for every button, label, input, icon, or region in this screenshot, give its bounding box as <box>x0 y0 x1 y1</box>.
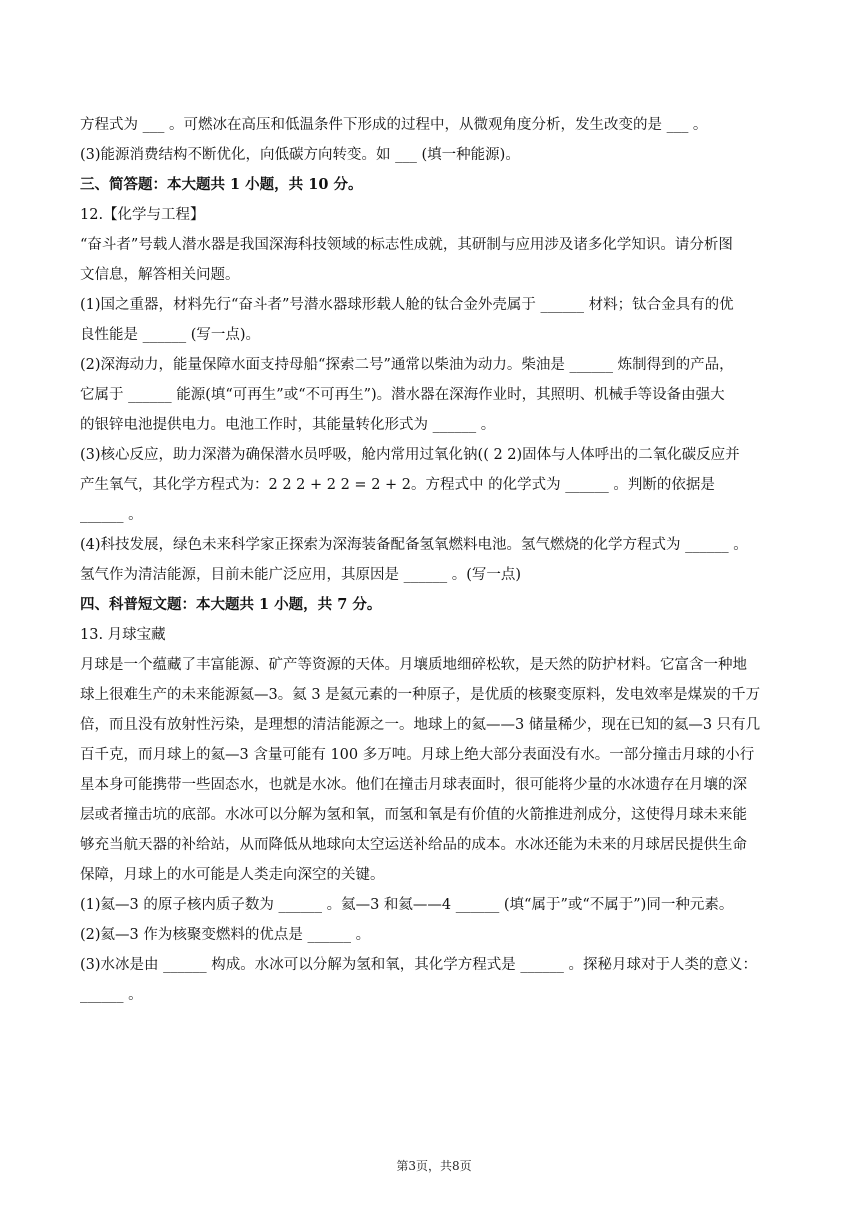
text-line: 够充当航天器的补给站，从而降低从地球向太空运送补给品的成本。水冰还能为未来的月球居民提供生命 <box>80 837 747 853</box>
text-line: (1)氦—3 的原子核内质子数为 ______ 。氦—3 和氦——4 ______ (填“属于”或“不属于”)同一种元素。 <box>80 897 734 913</box>
text-line: 层或者撞击坑的底部。水冰可以分解为氢和氧，而氢和氧是有价值的火箭推进剂成分，这使得月球未来能 <box>80 807 747 823</box>
text-line: “奋斗者”号载人潜水器是我国深海科技领域的标志性成就，其研制与应用涉及诸多化学知识。请分析图 <box>80 237 733 253</box>
text-line: ______ 。 <box>80 987 143 1003</box>
text-line: 文信息，解答相关问题。 <box>80 267 240 283</box>
text-line: 13. 月球宝藏 <box>80 627 166 643</box>
text-line: 方程式为 ___ 。可燃冰在高压和低温条件下形成的过程中，从微观角度分析，发生改变的是 ___ 。 <box>80 117 708 133</box>
text-line: 它属于 ______ 能源(填“可再生”或“不可再生”)。潜水器在深海作业时，其照明、机械手等设备由强大 <box>80 387 725 403</box>
text-line: (3)能源消费结构不断优化，向低碳方向转变。如 ___ (填一种能源)。 <box>80 147 520 163</box>
text-line: 百千克，而月球上的氦—3 含量可能有 100 多万吨。月球上绝大部分表面没有水。一部分撞击月球的小行 <box>80 747 755 763</box>
text-line: 保障，月球上的水可能是人类走向深空的关键。 <box>80 867 385 883</box>
text-line: (3)水冰是由 ______ 构成。水冰可以分解为氢和氧，其化学方程式是 ______ 。探秘月球对于人类的意义： <box>80 957 757 973</box>
text-line: 氢气作为清洁能源，目前未能广泛应用，其原因是 ______ 。(写一点) <box>80 567 522 583</box>
text-line: 球上很难生产的未来能源氦—3。氦 3 是氦元素的一种原子，是优质的核聚变原料，发电效率是煤炭的千万 <box>80 687 761 703</box>
text-line: 良性能是 ______ (写一点)。 <box>80 327 261 343</box>
text-line: 产生氧气，其化学方程式为：2 2 2 + 2 2 = 2 + 2。方程式中 的化学式为 ______ 。判断的依据是 <box>80 477 715 493</box>
text-line: (1)国之重器，材料先行“奋斗者”号潜水器球形载人舱的钛合金外壳属于 ______ 材料；钛合金具有的优 <box>80 297 734 313</box>
text-line: 的银锌电池提供电力。电池工作时，其能量转化形式为 ______ 。 <box>80 417 496 433</box>
text-line: 倍，而且没有放射性污染，是理想的清洁能源之一。地球上的氦——3 储量稀少，现在已知的氦—3 只有几 <box>80 717 761 733</box>
text-line: (2)氦—3 作为核聚变燃料的优点是 ______ 。 <box>80 927 371 943</box>
text-line: 12.【化学与工程】 <box>80 207 205 223</box>
text-line: (3)核心反应，助力深潜为确保潜水员呼吸，舱内常用过氧化钠(( 2 2)固体与人体呼出的二氧化碳反应并 <box>80 447 740 463</box>
text-line: 月球是一个蕴藏了丰富能源、矿产等资源的天体。月壤质地细碎松软，是天然的防护材料。它富含一种地 <box>80 657 747 673</box>
page-footer: 第3页，共8页 <box>396 1159 472 1173</box>
text-line: ______ 。 <box>80 507 143 523</box>
text-line: 星本身可能携带一些固态水，也就是水冰。他们在撞击月球表面时，很可能将少量的水冰遗存在月壤的深 <box>80 777 747 793</box>
section-heading: 三、简答题：本大题共 1 小题，共 10 分。 <box>80 176 363 193</box>
text-line: (2)深海动力，能量保障水面支持母船“探索二号”通常以柴油为动力。柴油是 ______ 炼制得到的产品， <box>80 357 734 373</box>
section-heading: 四、科普短文题：本大题共 1 小题，共 7 分。 <box>80 596 382 613</box>
document-body <box>80 110 792 1010</box>
text-line: (4)科技发展，绿色未来科学家正探索为深海装备配备氢氧燃料电池。氢气燃烧的化学方程式为 ______ 。 <box>80 537 748 553</box>
